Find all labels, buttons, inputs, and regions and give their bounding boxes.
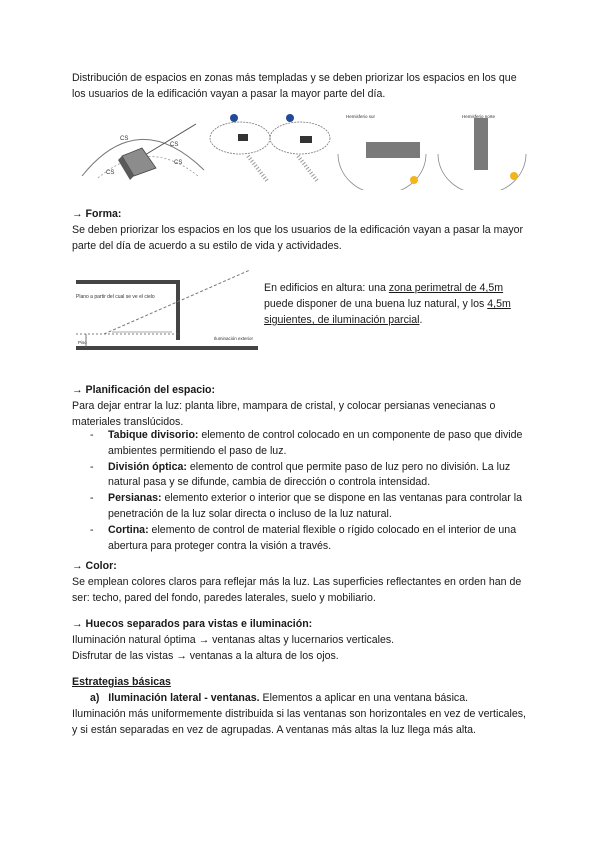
list-item: - Persianas: elemento exterior o interior que se dispone en las ventanas para controlar la penetración de la luz solar directa o incluso de la luz natural. bbox=[90, 491, 530, 523]
zona-perimetral-underline: zona perimetral de 4,5m bbox=[388, 282, 504, 294]
svg-text:CS: CS bbox=[120, 136, 129, 142]
planificacion-heading: → Planificación del espacio: bbox=[72, 384, 216, 396]
svg-text:CS: CS bbox=[106, 170, 115, 176]
fig-label-plano: Plano a partir del cual se ve el cielo bbox=[76, 294, 155, 300]
sun-path-dome-figure bbox=[78, 106, 208, 184]
svg-text:CS: CS bbox=[170, 142, 179, 148]
hemisphere-shading-figure bbox=[334, 110, 530, 190]
huecos-heading: → Huecos separados para vistas e iluminación: bbox=[72, 618, 313, 630]
forma-heading: → Forma: bbox=[72, 208, 122, 220]
list-item: - División óptica: elemento de control que permite paso de luz pero no división. La luz natural pasa y se difunde, cambia de dirección o controla intensidad. bbox=[90, 460, 530, 492]
altura-paragraph: En edificios en altura: una zona perimetral de 4,5m puede disponer de una buena luz natural, y los 4,5m siguientes, de iluminación parcial. bbox=[264, 282, 511, 326]
huecos-line-2: Disfrutar de las vistas → ventanas a la altura de los ojos. bbox=[72, 650, 339, 662]
solar-orbit-figure bbox=[208, 104, 332, 186]
forma-text: Se deben priorizar los espacios en los que los usuarios de la edificación vayan a pasar la mayor parte del día de acuerdo a su estilo de vida y actividades. bbox=[72, 224, 524, 252]
fig-label-iluminacion: Iluminación exterior bbox=[214, 336, 254, 341]
building-section-figure bbox=[74, 268, 258, 364]
list-item: - Tabique divisorio: elemento de control colocado en un componente de paso que divide ambientes permitiendo el paso de luz. bbox=[90, 428, 530, 460]
planificacion-text: Para dejar entrar la luz: planta libre, mampara de cristal, y colocar persianas venecianas o materiales translúcidos. bbox=[72, 400, 496, 428]
planificacion-list bbox=[90, 428, 530, 554]
estrategias-heading: Estrategias básicas bbox=[72, 676, 171, 688]
list-item: - Cortina: elemento de control de material flexible o rígido colocado en el interior de una abertura para proteger contra la visión a través. bbox=[90, 523, 530, 555]
fig-label-piso: Piso bbox=[78, 340, 87, 345]
svg-text:CS: CS bbox=[174, 160, 183, 166]
estrategias-item-a: a) Iluminación lateral - ventanas. Elementos a aplicar en una ventana básica. bbox=[90, 692, 469, 704]
color-text: Se emplean colores claros para reflejar más la luz. Las superficies reflectantes en orden han de ser: techo, pared del fondo, paredes laterales, suelo y mobiliario. bbox=[72, 576, 522, 604]
huecos-line-1: Iluminación natural óptima → ventanas altas y lucernarios verticales. bbox=[72, 634, 395, 646]
fig3-right-label: Hemisferio norte bbox=[462, 114, 496, 119]
intro-paragraph: Distribución de espacios en zonas más templadas y se deben priorizar los espacios en los que los usuarios de la edificación vayan a pasar la mayor parte del día. bbox=[72, 72, 517, 100]
estrategias-text: Iluminación más uniformemente distribuida si las ventanas son horizontales en vez de verticales, y si están separadas en vez de agrupadas. A ventanas más altas la luz llega más alta. bbox=[72, 708, 526, 736]
color-heading: → Color: bbox=[72, 560, 117, 572]
fig3-left-label: Hemisferio sur bbox=[346, 114, 376, 119]
iluminacion-parcial-underline: 4,5m siguientes, de iluminación parcial bbox=[264, 298, 511, 326]
